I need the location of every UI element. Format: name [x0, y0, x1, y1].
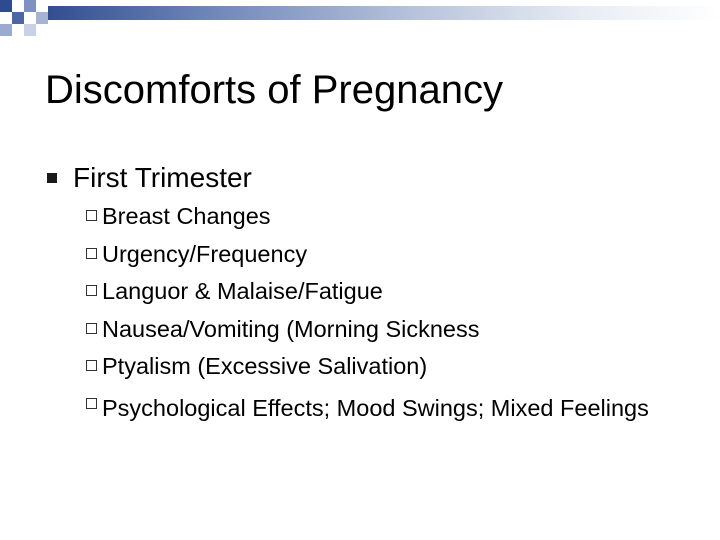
list-item: Breast Changes: [84, 198, 684, 236]
hollow-square-icon: [86, 323, 97, 334]
slide-title: Discomforts of Pregnancy: [45, 68, 503, 112]
filled-square-icon: [47, 173, 57, 183]
bullet-level-1: [47, 160, 687, 196]
list-item: Languor & Malaise/Fatigue: [84, 273, 684, 311]
header-gradient-bar: [40, 6, 720, 20]
sub-bullet-list: [84, 198, 684, 427]
header-checker-decoration: [0, 0, 60, 42]
hollow-square-icon: [86, 360, 97, 371]
list-item: Ptyalism (Excessive Salivation): [84, 348, 684, 386]
list-item: Nausea/Vomiting (Morning Sickness: [84, 311, 684, 349]
hollow-square-icon: [86, 398, 97, 409]
hollow-square-icon: [86, 248, 97, 259]
hollow-square-icon: [86, 210, 97, 221]
bullet-label: First Trimester: [73, 162, 252, 193]
list-item: Psychological Effects; Mood Swings; Mixed Feelings: [84, 386, 684, 428]
hollow-square-icon: [86, 285, 97, 296]
list-item: Urgency/Frequency: [84, 236, 684, 274]
